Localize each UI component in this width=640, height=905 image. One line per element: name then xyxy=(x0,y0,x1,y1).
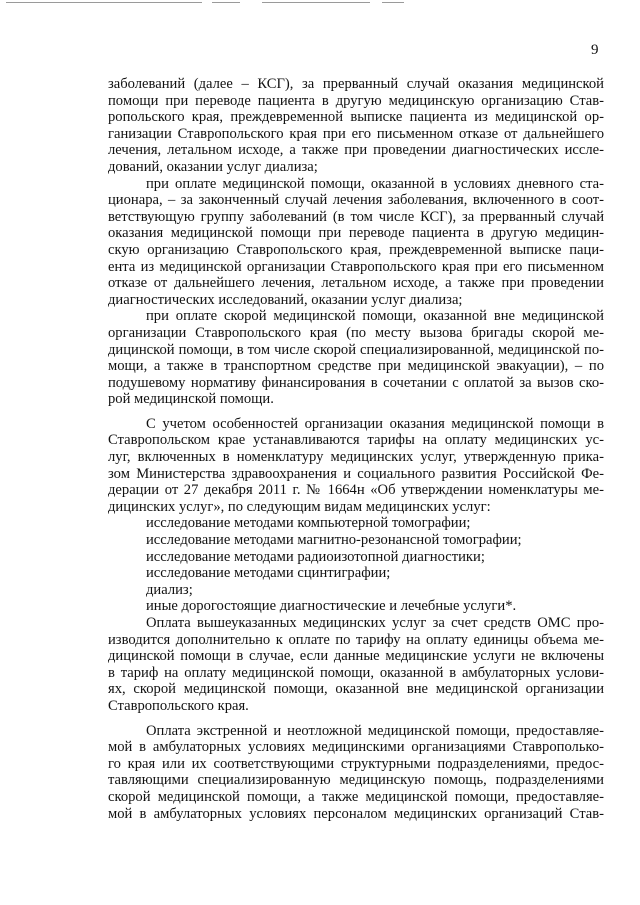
scan-edge-line xyxy=(6,2,202,3)
text-line: луг, включенных в номенклатуру медицинских услуг, утвержденную прика- xyxy=(108,449,604,466)
scan-edge-line xyxy=(212,2,240,3)
text-line: мой в амбулаторных условиях персоналом медицинских организаций Став- xyxy=(108,805,604,822)
text-line: скую организацию Ставропольского края, преждевременной выписке паци- xyxy=(108,241,604,258)
text-line: в тариф на оплату медицинской помощи, оказанной в амбулаторных услови- xyxy=(108,664,604,681)
text-line: при оплате скорой медицинской помощи, оказанной вне медицинской xyxy=(146,308,604,325)
text-line: дицинских услуг», по следующим видам медицинских услуг: xyxy=(108,498,491,515)
text-line: ропольского края, преждевременной выписке пациента из медицинской ор- xyxy=(108,109,604,126)
paragraph xyxy=(108,76,604,176)
text-line: дований, оказании услуг диализа; xyxy=(108,158,318,175)
text-line: Ставропольского края. xyxy=(108,697,249,714)
paragraph-gap xyxy=(108,408,604,416)
paragraph-gap xyxy=(108,715,604,723)
text-line: помощи при переводе пациента в другую медицинскую организацию Став- xyxy=(108,92,604,109)
text-line: ях, скорой медицинской помощи, оказанной вне медицинской организации xyxy=(108,681,604,698)
text-line: Оплата вышеуказанных медицинских услуг за счет средств ОМС про- xyxy=(146,615,604,631)
text-line: организации Ставропольского края (по месту вызова бригады скорой ме- xyxy=(108,324,604,341)
text-line: ционара, – за законченный случай лечения заболевания, включенного в соот- xyxy=(108,192,604,209)
text-line: Оплата экстренной и неотложной медицинской помощи, предоставляе- xyxy=(146,722,604,739)
text-line: Ставропольском крае устанавливаются тарифы на оплату медицинских ус- xyxy=(108,432,604,449)
text-line: ветствующую группу заболеваний (в том числе КСГ), за прерванный случай xyxy=(108,208,604,225)
text-line: ганизации Ставропольского края при его письменном отказе от дальнейшего xyxy=(108,125,604,142)
text-line: дицинской помощи в случае, если данные медицинские услуги не включены xyxy=(108,648,604,665)
text-line: при оплате медицинской помощи, оказанной в условиях дневного ста- xyxy=(146,175,604,192)
text-line: лечения, летальном исходе, а также при проведении диагностических иссле- xyxy=(108,142,604,159)
list-item: иные дорогостоящие диагностические и лечебные услуги*. xyxy=(146,598,517,615)
text-line: мощи, а также в транспортном средстве при медицинской эвакуации), – по xyxy=(108,358,604,375)
text-line: скорой медицинской помощи, а также медицинской помощи, предоставляе- xyxy=(108,788,604,805)
text-line: заболеваний (далее – КСГ), за прерванный случай оказания медицинской xyxy=(108,76,604,92)
text-line: отказе от дальнейшего лечения, летальном исходе, а также при проведении xyxy=(108,275,604,292)
text-line: го края или их соответствующими структурными подразделениями, предос- xyxy=(108,755,604,772)
paragraph xyxy=(108,615,604,715)
paragraph xyxy=(108,723,604,823)
list-item: исследование методами радиоизотопной диагностики; xyxy=(146,548,485,565)
text-line: изводится дополнительно к оплате по тарифу на оплату единицы объема ме- xyxy=(108,631,604,648)
list-item: исследование методами магнитно-резонансной томографии; xyxy=(146,532,522,549)
text-line: подушевому нормативу финансирования в сочетании с оплатой за вызов ско- xyxy=(108,374,604,391)
scan-edge-line xyxy=(382,2,404,3)
paragraph xyxy=(108,308,604,408)
page-number: 9 xyxy=(591,42,599,58)
text-line: ента из медицинской организации Ставропольского края при его письменном xyxy=(108,258,604,275)
list-item: исследование методами компьютерной томографии; xyxy=(146,515,471,532)
document-body xyxy=(108,76,604,822)
text-line: оказания медицинской помощи при переводе пациента в другую медицин- xyxy=(108,225,604,242)
text-line: дерации от 27 декабря 2011 г. № 1664н «Об утверждении номенклатуры ме- xyxy=(108,482,604,499)
text-line: дицинской помощи, в том числе скорой специализированной, медицинской по- xyxy=(108,341,604,358)
scan-edge-line xyxy=(262,2,370,3)
paragraph xyxy=(108,416,604,516)
text-line: зом Министерства здравоохранения и социального развития Российской Фе- xyxy=(108,465,604,482)
list-item: исследование методами сцинтиграфии; xyxy=(146,565,391,582)
text-line: мой в амбулаторных условиях медицинскими организациями Ставрополько- xyxy=(108,739,604,756)
text-line: рой медицинской помощи. xyxy=(108,391,274,408)
list-item: диализ; xyxy=(146,581,193,598)
paragraph xyxy=(108,176,604,309)
text-line: диагностических исследований, оказании услуг диализа; xyxy=(108,291,463,308)
text-line: С учетом особенностей организации оказания медицинской помощи в xyxy=(146,415,604,432)
text-line: тавляющими специализированную медицинскую помощь, подразделениями xyxy=(108,772,604,789)
service-list xyxy=(108,515,604,615)
